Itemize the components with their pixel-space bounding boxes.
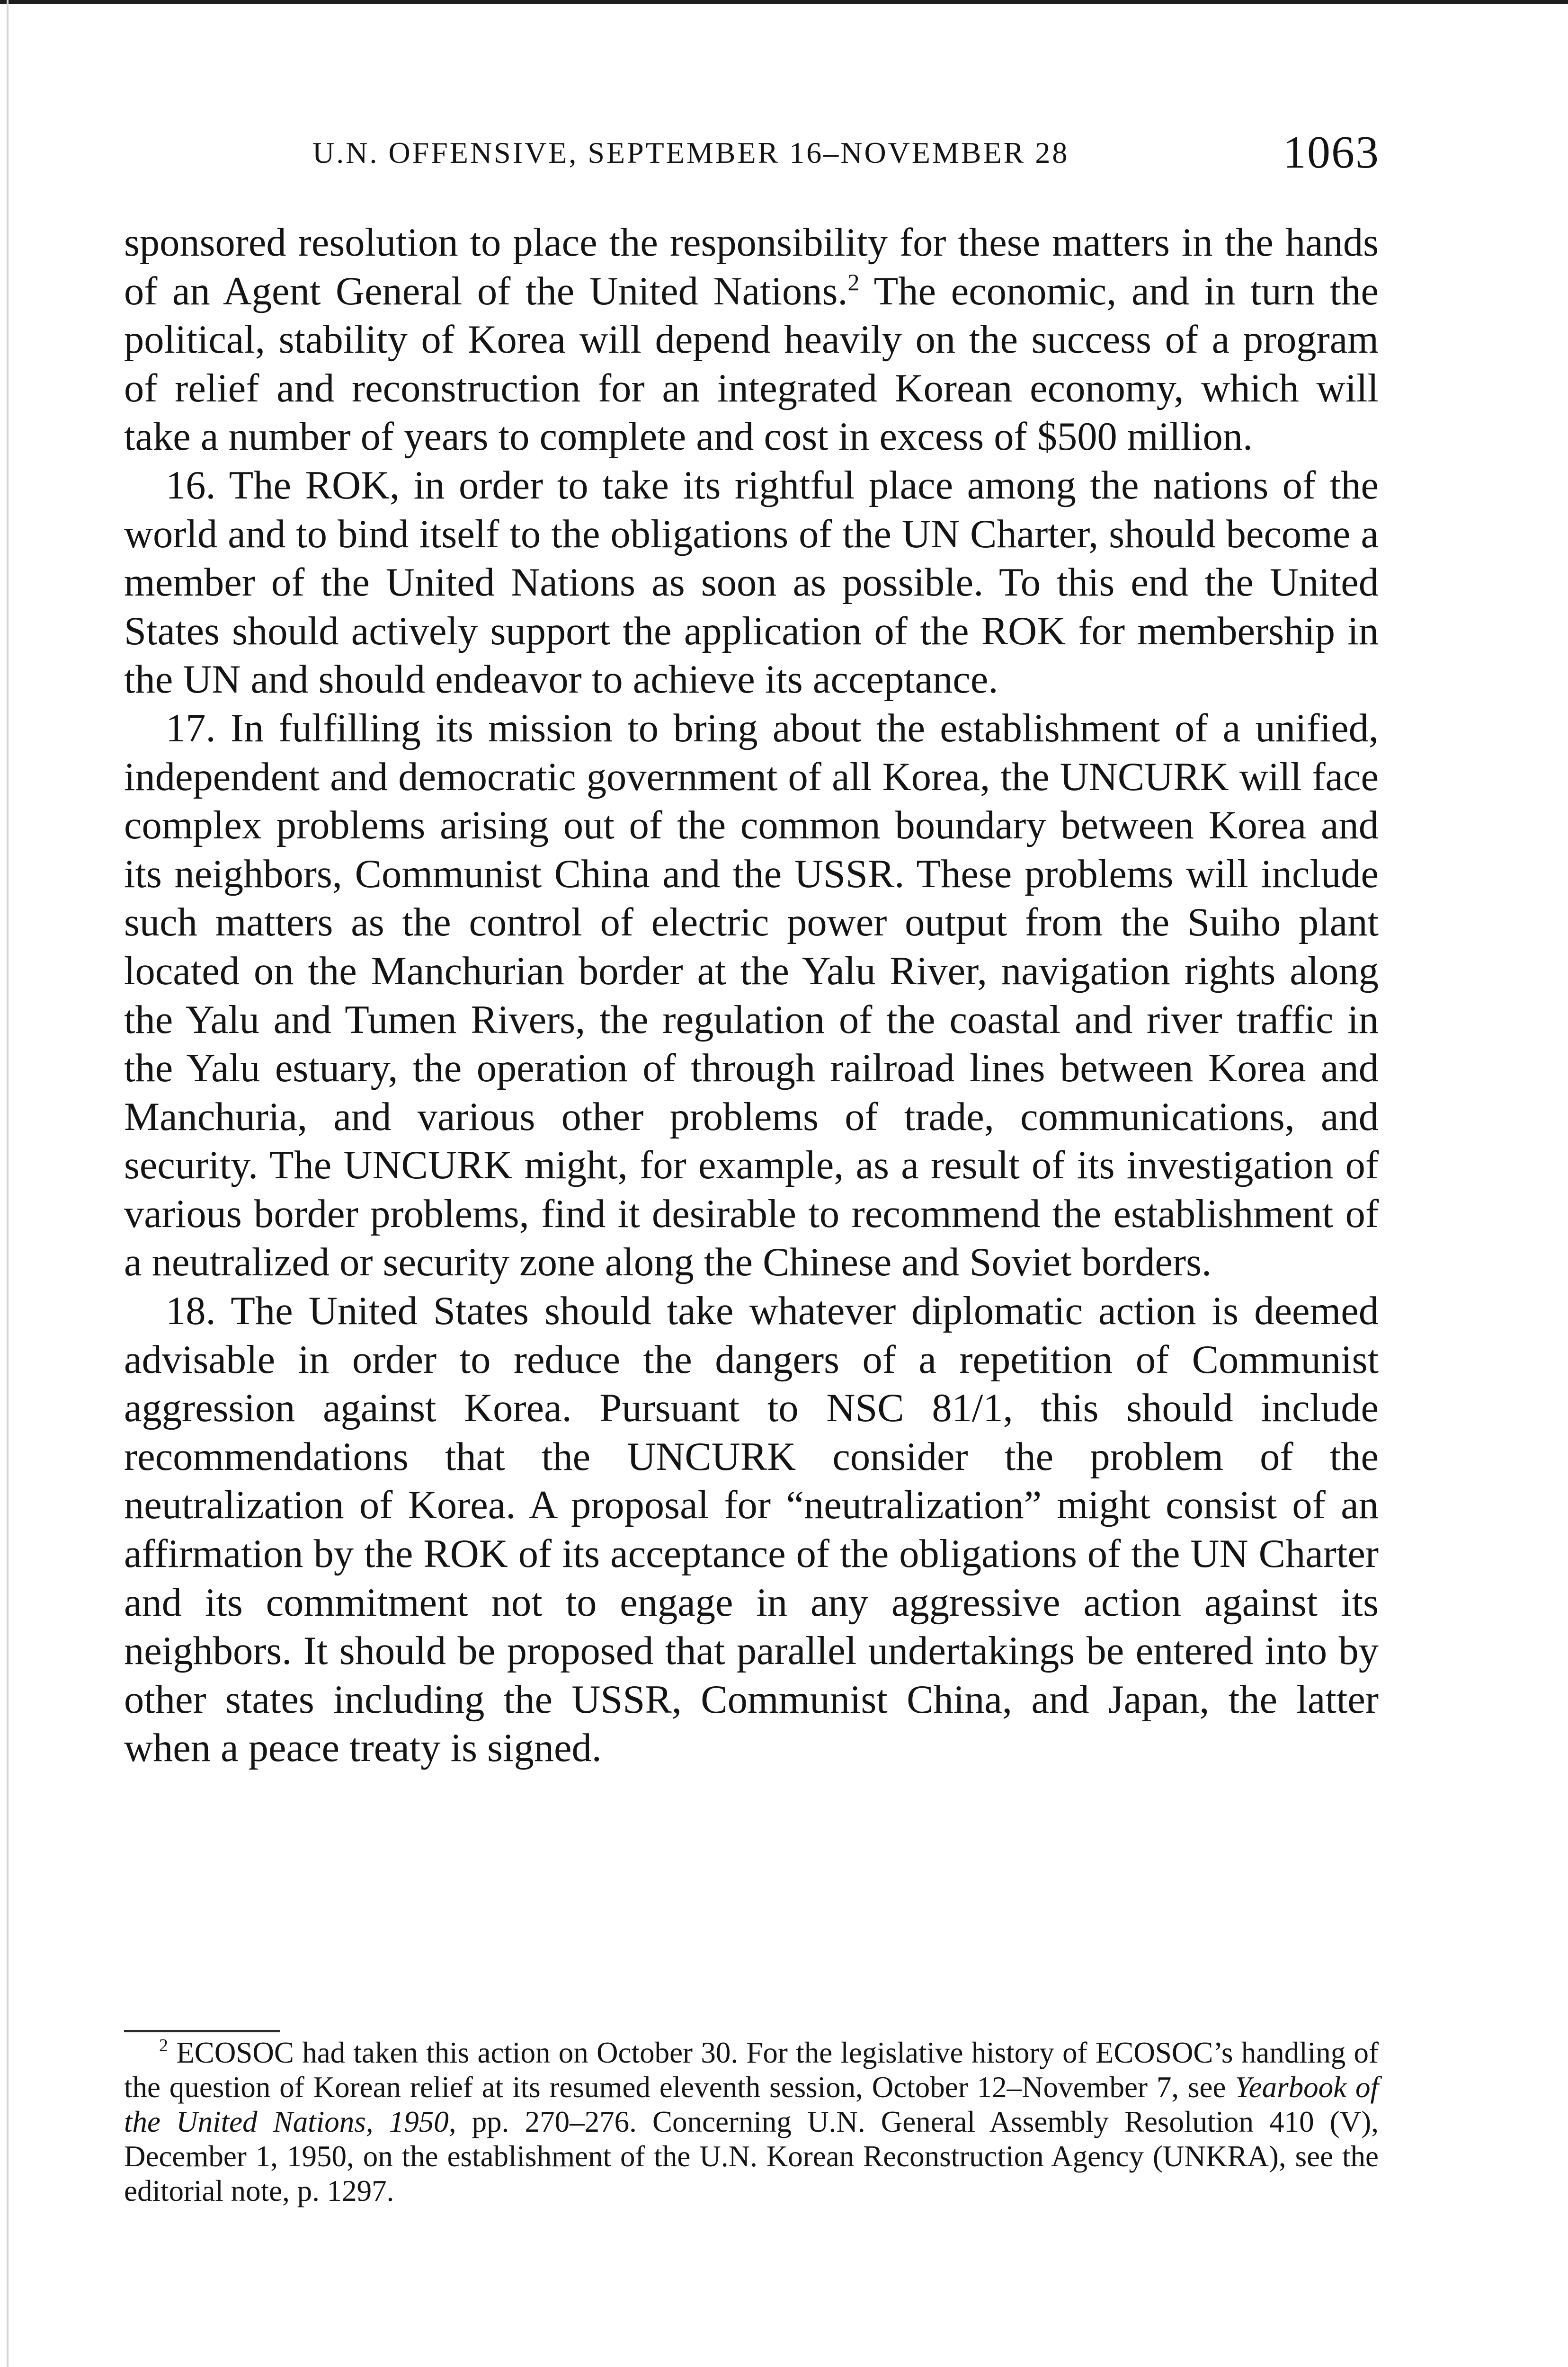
paragraph-18: 18. The United States should take whatever diplomatic action is deemed advisable in order to reduce the dangers of a repetition of Communist aggression against Korea. Pursuant to NSC 81/1, this should include recommendations that the UNCURK consider the problem of the neutralization of Korea. A proposal for “neutralization” might consist of an affirmation by the ROK of its acceptance of the obligations of the UN Charter and its commitment not to engage in any aggressive action against its neighbors. It should be proposed that parallel undertakings be entered into by other states including the USSR, Communist China, and Japan, the latter when a peace treaty is signed. [124,1289,1379,1771]
paragraph-16: 16. The ROK, in order to take its rightful place among the nations of the world and to bind itself to the obligations of the UN Charter, should become a member of the United Nations as soon as possible. To this end the United States should actively support the application of the ROK for membership in the UN and should endeavor to achieve its acceptance. [124,463,1379,702]
footnote-title-italic: Yearbook of the United Nations, 1950, [124,2071,1379,2138]
footnote [124,2036,1379,2208]
paragraph-continued-text-a: sponsored resolution to place the responsibility for these matters in the hands of an Agent General of the United Nations. [124,221,1379,313]
top-border-rule [0,0,1568,4]
paragraph-continued-text-b: The economic, and in turn the political, stability of Korea will depend heavily on the success of a program of relief and reconstruction for an integrated Korean economy, which will take a number of years to complete and cost in excess of $500 million. [124,269,1379,459]
footnote-2 [124,2036,1379,2208]
paragraph-17: 17. In fulfilling its mission to bring about the establishment of a unified, independent and democratic government of all Korea, the UNCURK will face complex problems arising out of the common boundary between Korea and its neighbors, Communist China and the USSR. These problems will include such matters as the control of electric power output from the Suiho plant located on the Manchurian border at the Yalu River, navigation rights along the Yalu and Tumen Rivers, the regulation of the coastal and river traffic in the Yalu estuary, the operation of through railroad lines between Korea and Manchuria, and various other problems of trade, communications, and security. The UNCURK might, for example, as a result of its investigation of various border problems, find it desirable to recommend the establishment of a neutralized or security zone along the Chinese and Soviet borders. [124,706,1379,1285]
page-left-edge [7,0,9,2367]
footnote-divider [124,2030,280,2032]
footnote-text-a: ECOSOC had taken this action on October 30. For the legislative history of ECOSOC’s handling of the question of Korean relief at its resumed eleventh session, October 12–November 7, see [124,2036,1379,2104]
running-header-title: U.N. OFFENSIVE, SEPTEMBER 16–NOVEMBER 28 [312,136,1069,169]
page-number: 1063 [1283,127,1380,178]
main-text [124,219,1379,1773]
footnote-text-b: pp. 270–276. Concerning U.N. General Assembly Resolution 410 (V), December 1, 1950, on the establishment of the U.N. Korean Reconstruction Agency (UNKRA), see the editorial note, p. 1297. [124,2105,1379,2207]
footnote-reference: 2 [847,268,860,295]
footnote-mark: 2 [159,2036,168,2056]
paragraph-continued [124,219,1379,462]
